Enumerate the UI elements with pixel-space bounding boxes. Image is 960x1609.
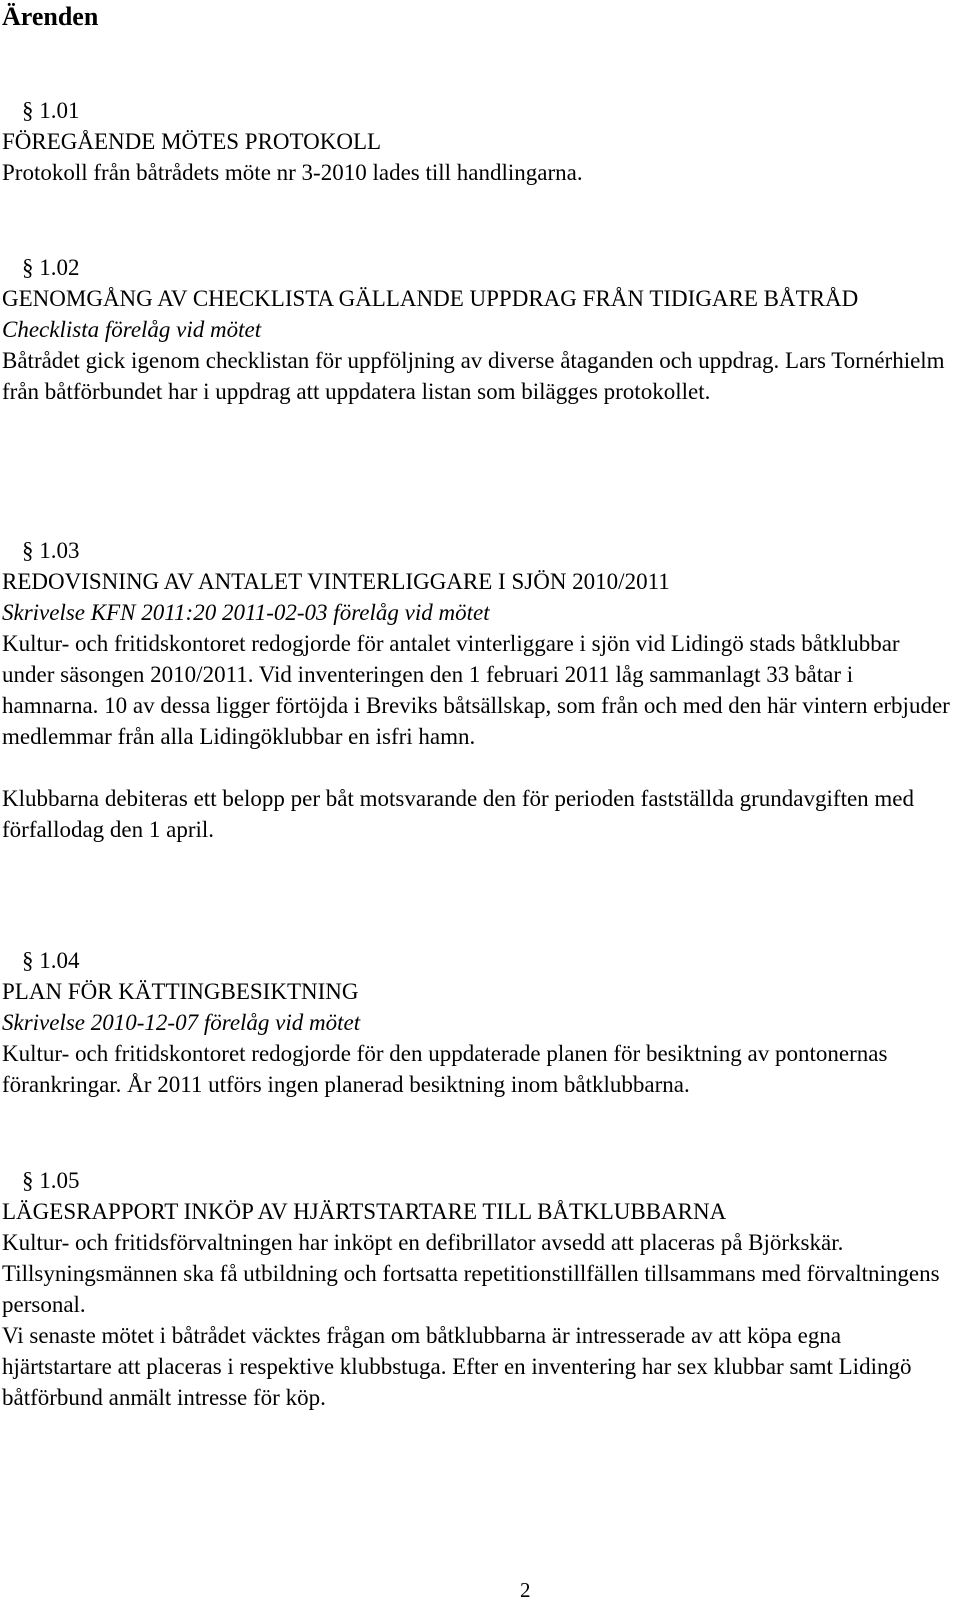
section-paragraph: Kultur- och fritidsförvaltningen har inköpt en defibrillator avsedd att placeras på Björkskär. Tillsyningsmännen ska få utbildning och fortsatta repetitionstillfällen tillsammans med förvaltningens personal. (2, 1230, 940, 1317)
section-1-05 (2, 1165, 952, 1413)
section-title: FÖREGÅENDE MÖTES PROTOKOLL (2, 129, 382, 154)
page-heading: Ärenden (2, 2, 99, 31)
section-paragraph: Kultur- och fritidskontoret redogjorde för den uppdaterade planen för besiktning av pontonernas förankringar. År 2011 utförs ingen planerad besiktning inom båtklubbarna. (2, 1041, 888, 1097)
section-title: REDOVISNING AV ANTALET VINTERLIGGARE I SJÖN 2010/2011 (2, 569, 670, 594)
section-paragraph: Protokoll från båtrådets möte nr 3-2010 lades till handlingarna. (2, 160, 583, 185)
section-paragraph: Kultur- och fritidskontoret redogjorde för antalet vinterliggare i sjön vid Lidingö stads båtklubbar under säsongen 2010/2011. Vid inventeringen den 1 februari 2011 låg sammanlagt 33 båtar i hamnarna. 10 av dessa ligger förtöjda i Breviks båtsällskap, som från och med den här vintern erbjuder medlemmar från alla Lidingöklubbar en isfri hamn. (2, 631, 950, 749)
section-subtitle: Skrivelse 2010-12-07 förelåg vid mötet (2, 1010, 361, 1035)
section-number: § 1.02 (22, 255, 80, 280)
section-1-03 (2, 535, 952, 845)
section-paragraph: Vi senaste mötet i båtrådet väcktes frågan om båtklubbarna är intresserade av att köpa egna hjärtstartare att placeras i respektive klubbstuga. Efter en inventering har sex klubbar samt Lidingö båtförbund anmält intresse för köp. (2, 1323, 912, 1410)
section-subtitle: Checklista förelåg vid mötet (2, 317, 262, 342)
section-title: LÄGESRAPPORT INKÖP AV HJÄRTSTARTARE TILL BÅTKLUBBARNA (2, 1199, 727, 1224)
page-number: 2 (520, 1578, 531, 1602)
section-paragraph: Båtrådet gick igenom checklistan för uppföljning av diverse åtaganden och uppdrag. Lars Tornérhielm från båtförbundet har i uppdrag att uppdatera listan som bilägges protokollet. (2, 348, 945, 404)
section-paragraph: Klubbarna debiteras ett belopp per båt motsvarande den för perioden fastställda grundavgiften med förfallodag den 1 april. (2, 786, 915, 842)
section-1-01 (2, 95, 952, 188)
section-number: § 1.04 (22, 948, 80, 973)
section-number: § 1.05 (22, 1168, 80, 1193)
section-number: § 1.01 (22, 98, 80, 123)
section-title: GENOMGÅNG AV CHECKLISTA GÄLLANDE UPPDRAG FRÅN TIDIGARE BÅTRÅD (2, 286, 859, 311)
section-1-04 (2, 945, 952, 1100)
section-subtitle: Skrivelse KFN 2011:20 2011-02-03 förelåg vid mötet (2, 600, 490, 625)
section-title: PLAN FÖR KÄTTINGBESIKTNING (2, 979, 359, 1004)
section-number: § 1.03 (22, 538, 80, 563)
section-1-02 (2, 252, 952, 407)
